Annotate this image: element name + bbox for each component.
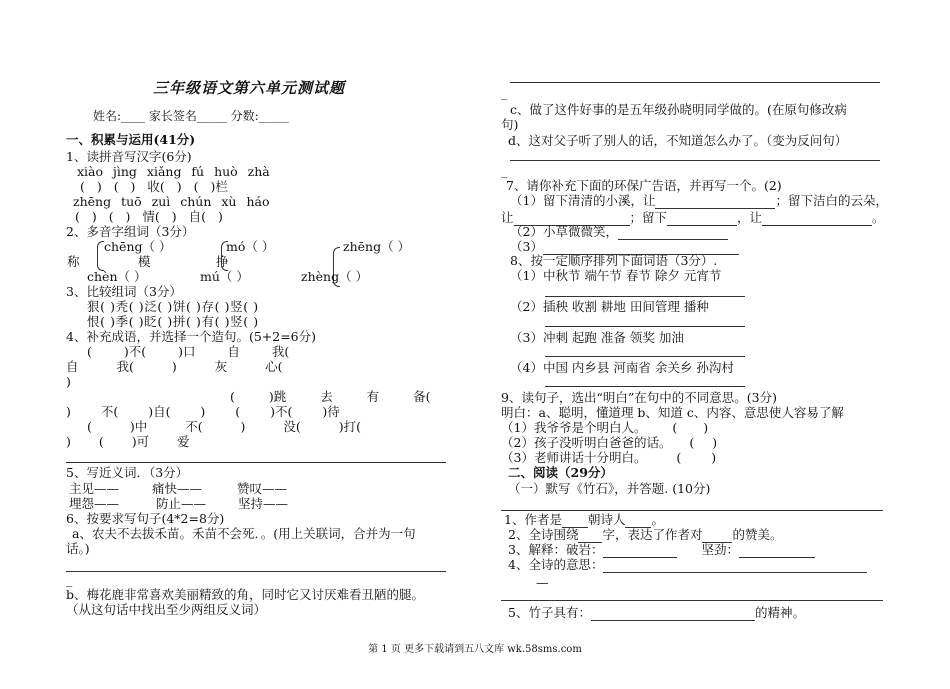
r-q2	[508, 527, 782, 543]
q6-title: 6、按要求写句子(4*2=8分)	[66, 511, 225, 526]
r-q2-blank-2[interactable]	[702, 527, 732, 543]
q7-line-3-text: （2）小草微微笑，	[510, 224, 618, 239]
q7-line-2-end: 。	[872, 210, 885, 225]
q5-title: 5、写近义词．（3分）	[66, 465, 189, 480]
r-q2-blank-1[interactable]	[578, 527, 602, 543]
q5-item-4: 埋怨——	[69, 496, 120, 511]
q5-item-5: 防止——	[156, 496, 207, 511]
q1-answer-row-2: ( ) ( ) 情( ) 自( )	[75, 209, 223, 224]
q4-line-5: ) 不( )自( ) ( )不( )待	[66, 404, 340, 419]
q7-line-4-text: （3）	[510, 239, 543, 254]
r-q2-text: 2、全诗围绕	[508, 527, 579, 542]
q6-a-line-1: a、农夫不去拔禾苗。禾苗不会死．。(用上关联词，合并为一句	[72, 526, 416, 541]
q9-sentence-2: （2）孩子没听明白爸爸的话。 ( )	[501, 435, 718, 450]
q8-answer-line-4	[545, 386, 745, 387]
right-top-answer-line	[510, 82, 880, 83]
q1-answer-row-1: ( ) ( ) 收( ) ( )栏	[80, 179, 228, 194]
r-q1-blank-1[interactable]	[562, 512, 588, 528]
q4-answer-line	[66, 462, 446, 463]
r-q4-answer-line	[501, 600, 883, 601]
q3-row-1: 狠( )秃( )泛( )饼( )存( )竖( )	[87, 299, 259, 314]
q6-d-line: d、这对父子听了别人的话，不知道怎么办了。（变为反问句）	[508, 133, 848, 148]
q2-reading-bottom-3: zhèng（ ）	[301, 269, 369, 284]
q2-brace-1	[97, 241, 104, 271]
r-q1-text-2: 朝诗人	[587, 512, 626, 527]
r-q1	[504, 512, 664, 528]
q5-item-1: 主见——	[69, 481, 120, 496]
r-q3-text: 3、解释：破岩：	[508, 542, 604, 557]
r-q4-blank[interactable]	[603, 557, 867, 573]
q1-pinyin-row-1: xiào jìng xiǎng fú huò zhà	[77, 164, 270, 179]
q6-b-line-2: （从这句话中找出至少两组反义词）	[66, 602, 267, 617]
r-q1-text-3: 。	[651, 512, 664, 527]
q7-line-3	[510, 224, 728, 240]
r-q1-blank-2[interactable]	[625, 512, 651, 528]
r-q5-text: 5、竹子具有：	[508, 605, 591, 620]
q4-title: 4、补充成语，并选择一个造句。(5+2=6分)	[66, 329, 317, 344]
section-2-heading: 二、阅读（29分）	[508, 465, 613, 480]
q8-item-3: （3）冲刺 起跑 准备 领奖 加油	[510, 330, 684, 345]
q8-answer-line-3	[545, 356, 745, 357]
q7-line-2-start: 让	[501, 210, 514, 225]
q2-char-1: 称	[67, 254, 80, 269]
q7-line-1	[510, 193, 888, 209]
q3-row-2: 恨( )季( )眨( )拼( )有( )竖( )	[87, 314, 259, 329]
q6-c-line-1: c、做了这件好事的是五年级孙晓明同学做的。(在原句修改病	[510, 102, 847, 117]
page-footer: 第 1 页 更多下载请到五八文库 wk.58sms.com	[368, 644, 582, 655]
q5-item-3: 赞叹——	[237, 481, 288, 496]
q2-reading-top-2: mó（ ）	[226, 239, 275, 254]
q8-answer-line-1	[545, 296, 745, 297]
q6-d-answer-line	[510, 160, 880, 161]
q6-b-line-1: b、梅花鹿非常喜欢美丽精致的角，同时它又讨厌难看丑陋的腿。	[66, 587, 425, 602]
student-info-line: 姓名:____ 家长签名_____ 分数:_____	[93, 109, 289, 123]
q2-char-2: 模	[138, 254, 151, 269]
r-q2-text-2: 字，表达了作者对	[602, 527, 703, 542]
q7-line-1-start: （1）留下清清的小溪，让	[510, 193, 656, 208]
q2-brace-2	[221, 241, 228, 271]
q4-line-6: ( )中 不( ) 没( )打(	[87, 419, 362, 434]
q9-definitions: 明白：a、聪明，懂道理 b、知道 c、内容、意思使人容易了解	[501, 405, 844, 420]
q7-blank-5[interactable]	[618, 224, 728, 240]
q7-line-2-mid2: ，让	[737, 210, 763, 225]
q3-title: 3、比较组词（3分）	[66, 284, 182, 299]
q4-line-2: 自 我( ) 灰 心(	[66, 359, 283, 374]
q6-a-line-2: 话。)	[66, 541, 90, 556]
q8-title: 8、按一定顺序排列下面词语（3分）.	[510, 253, 718, 268]
q2-char-3: 挣	[216, 254, 229, 269]
q9-sentence-3: （3）老师讲话十分明白。 ( )	[501, 450, 717, 465]
q4-line-3: )	[66, 374, 71, 389]
q9-title: 9、读句子，选出“明白”在句中的不同意思。(3分)	[501, 390, 777, 405]
r-q5-blank[interactable]	[591, 605, 755, 621]
q8-item-4: （4）中国 内乡县 河南省 余关乡 孙沟村	[510, 360, 734, 375]
q7-title: 7、请你补充下面的环保广告语，并再写一个。(2)	[506, 178, 782, 193]
q2-reading-bottom-1: chèn（ ）	[87, 269, 147, 284]
q7-line-2-mid: ；留下	[629, 210, 668, 225]
q7-blank-1[interactable]	[655, 193, 775, 209]
q4-line-7: ) ( )可 爱	[66, 434, 190, 449]
q2-reading-top-3: zhēng（ ）	[343, 239, 411, 254]
right-dash-1: _	[501, 85, 508, 100]
r-q3-blank-2[interactable]	[739, 542, 815, 558]
section-1-heading: 一、积累与运用(41分)	[66, 132, 196, 147]
page-title: 三年级语文第六单元测试题	[153, 79, 346, 97]
r-q4	[508, 557, 867, 573]
r-q5	[508, 605, 805, 621]
q8-answer-line-2	[545, 326, 745, 327]
q2-title: 2、多音字组词（3分）	[66, 224, 195, 239]
r-q2-text-3: 的赞美。	[732, 527, 783, 542]
q5-item-2: 痛快——	[152, 481, 203, 496]
r-q4-dash: —	[536, 575, 549, 590]
r-q3	[508, 542, 815, 558]
q6-a-answer-line	[66, 571, 446, 572]
q5-item-6: 坚持——	[238, 496, 289, 511]
r-q3-blank-1[interactable]	[603, 542, 677, 558]
q7-blank-4[interactable]	[762, 210, 872, 226]
q7-line-1-end: ；留下洁白的云朵，	[775, 193, 888, 208]
q8-item-1: （1）中秋节 端午节 春节 除夕 元宵节	[510, 268, 722, 283]
r-q1-text: 1、作者是	[504, 512, 562, 527]
q1-title: 1、读拼音写汉字(6分)	[66, 149, 192, 164]
q9-sentence-1: （1）我爷爷是个明白人。 ( )	[501, 420, 709, 435]
q2-reading-top-1: chēng（ ）	[104, 239, 172, 254]
poem-line	[501, 510, 883, 511]
q6-c-line-2: 句)	[501, 117, 519, 132]
q1-pinyin-row-2: zhēng tuō zuì chún xù háo	[73, 194, 270, 209]
q6-dash: _	[66, 572, 73, 587]
r-q5-text-2: 的精神。	[754, 605, 805, 620]
q4-line-1: ( )不( )口 自 我(	[87, 344, 290, 359]
r-q3-text-2: 坚劲：	[701, 542, 739, 557]
reading-part-1-heading: （一）默写《竹石》，并答题. (10分)	[508, 481, 711, 496]
q8-item-2: （2）插秧 收割 耕地 田间管理 播种	[510, 299, 709, 314]
r-q4-text: 4、全诗的意思：	[508, 557, 604, 572]
right-dash-2: _	[501, 163, 508, 178]
q2-reading-bottom-2: mú（ ）	[200, 269, 249, 284]
q4-line-4: ( )跳 去 有 备(	[230, 389, 431, 404]
